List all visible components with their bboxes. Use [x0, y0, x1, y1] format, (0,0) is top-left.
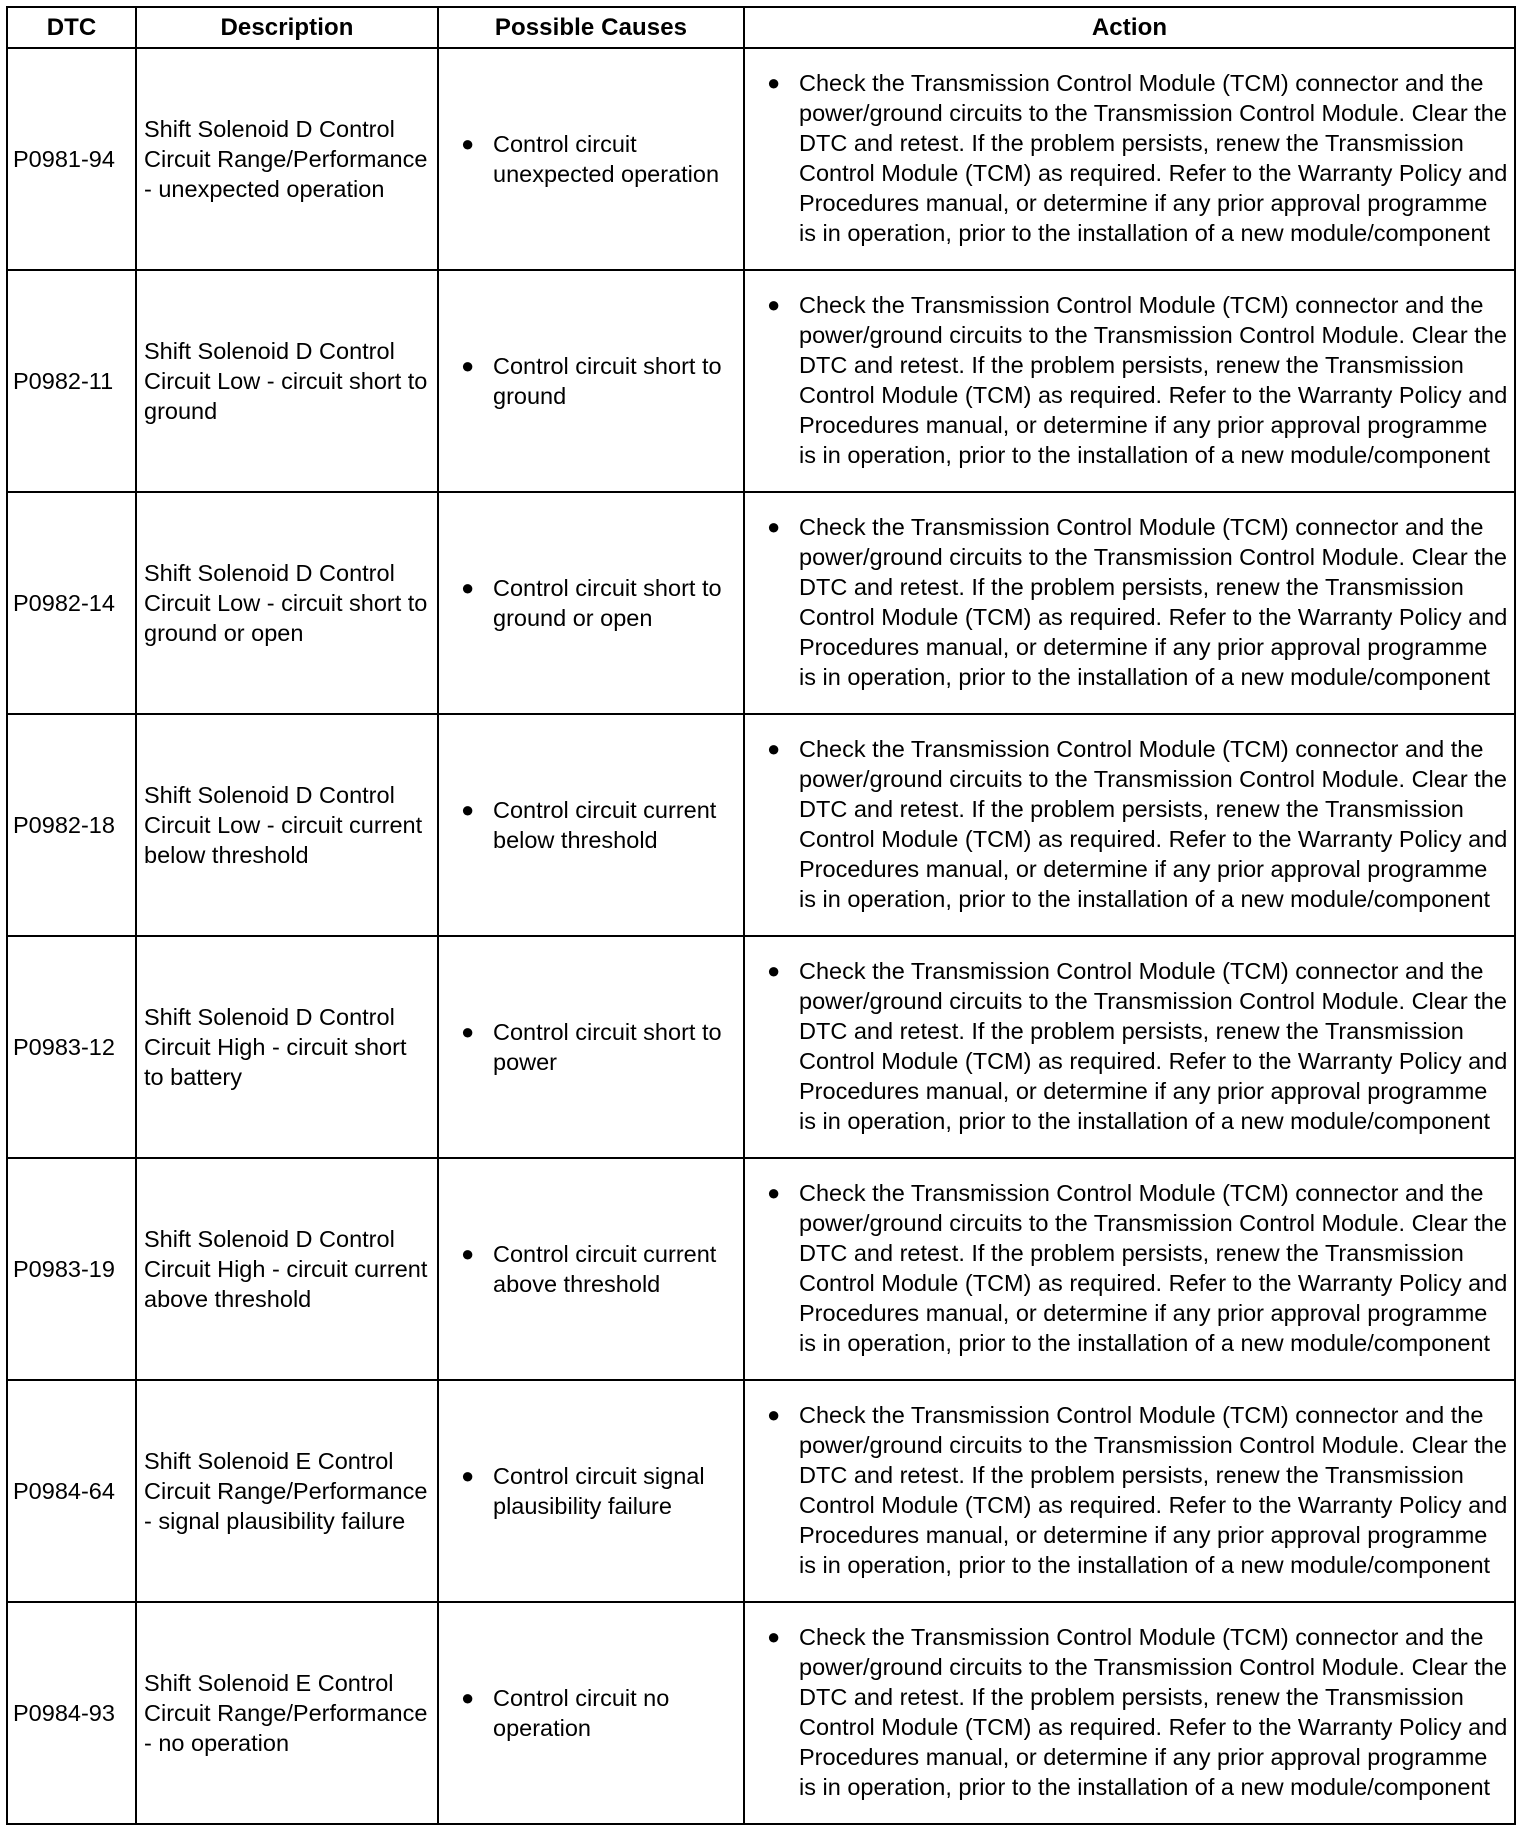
bullet-icon: ●	[767, 514, 781, 539]
table-row	[7, 1158, 1515, 1380]
bullet-item	[461, 129, 737, 189]
action-cell	[744, 1380, 1515, 1602]
description-cell: Shift Solenoid E Control Circuit Range/Performance - signal plausibility failure	[136, 1380, 438, 1602]
dtc-code-cell: P0983-19	[7, 1158, 136, 1380]
dtc-code-cell: P0984-64	[7, 1380, 136, 1602]
bullet-item	[767, 68, 1508, 248]
bullet-icon: ●	[461, 1685, 475, 1710]
header-row	[7, 7, 1515, 48]
possible-cause-cell-text: Control circuit current above threshold	[493, 1241, 717, 1297]
header-possible-causes: Possible Causes	[438, 7, 744, 48]
description-cell: Shift Solenoid D Control Circuit Low - circuit short to ground or open	[136, 492, 438, 714]
possible-cause-cell-text: Control circuit short to power	[493, 1019, 722, 1075]
header-description: Description	[136, 7, 438, 48]
possible-cause-cell	[438, 492, 744, 714]
bullet-item	[767, 956, 1508, 1136]
bullet-icon: ●	[461, 575, 475, 600]
bullet-icon: ●	[767, 70, 781, 95]
table-row	[7, 714, 1515, 936]
action-cell-text: Check the Transmission Control Module (TCM) connector and the power/ground circuits to the Transmission Control Module. Clear the DTC and retest. If the problem persists, renew the Transmission Control Module (TCM) as required. Refer to the Warranty Policy and Procedures manual, or determine if any prior approval programme is in operation, prior to the installation of a new module/component	[799, 1180, 1508, 1356]
action-cell	[744, 1602, 1515, 1824]
possible-cause-cell-text: Control circuit signal plausibility failure	[493, 1463, 705, 1519]
bullet-item	[767, 1622, 1508, 1802]
description-cell: Shift Solenoid D Control Circuit Range/Performance - unexpected operation	[136, 48, 438, 270]
action-cell	[744, 714, 1515, 936]
table-row	[7, 1380, 1515, 1602]
bullet-icon: ●	[767, 736, 781, 761]
bullet-item	[767, 1400, 1508, 1580]
bullet-item	[767, 734, 1508, 914]
description-cell: Shift Solenoid D Control Circuit Low - circuit short to ground	[136, 270, 438, 492]
possible-cause-cell-text: Control circuit short to ground or open	[493, 575, 722, 631]
bullet-item	[461, 1239, 737, 1299]
bullet-item	[767, 1178, 1508, 1358]
description-cell: Shift Solenoid D Control Circuit High - circuit short to battery	[136, 936, 438, 1158]
possible-cause-cell	[438, 270, 744, 492]
bullet-icon: ●	[767, 1624, 781, 1649]
bullet-icon: ●	[767, 1180, 781, 1205]
table-row	[7, 48, 1515, 270]
action-cell-text: Check the Transmission Control Module (TCM) connector and the power/ground circuits to the Transmission Control Module. Clear the DTC and retest. If the problem persists, renew the Transmission Control Module (TCM) as required. Refer to the Warranty Policy and Procedures manual, or determine if any prior approval programme is in operation, prior to the installation of a new module/component	[799, 514, 1508, 690]
bullet-icon: ●	[461, 353, 475, 378]
table-row	[7, 492, 1515, 714]
dtc-code-cell: P0981-94	[7, 48, 136, 270]
bullet-item	[461, 1461, 737, 1521]
table-row	[7, 1602, 1515, 1824]
dtc-code-cell: P0982-18	[7, 714, 136, 936]
bullet-icon: ●	[461, 131, 475, 156]
possible-cause-cell	[438, 1380, 744, 1602]
dtc-table	[6, 6, 1516, 1825]
description-cell: Shift Solenoid D Control Circuit Low - circuit current below threshold	[136, 714, 438, 936]
action-cell-text: Check the Transmission Control Module (TCM) connector and the power/ground circuits to the Transmission Control Module. Clear the DTC and retest. If the problem persists, renew the Transmission Control Module (TCM) as required. Refer to the Warranty Policy and Procedures manual, or determine if any prior approval programme is in operation, prior to the installation of a new module/component	[799, 1624, 1508, 1800]
dtc-code-cell: P0982-14	[7, 492, 136, 714]
possible-cause-cell	[438, 936, 744, 1158]
bullet-item	[461, 573, 737, 633]
action-cell	[744, 48, 1515, 270]
dtc-code-cell: P0984-93	[7, 1602, 136, 1824]
action-cell-text: Check the Transmission Control Module (TCM) connector and the power/ground circuits to the Transmission Control Module. Clear the DTC and retest. If the problem persists, renew the Transmission Control Module (TCM) as required. Refer to the Warranty Policy and Procedures manual, or determine if any prior approval programme is in operation, prior to the installation of a new module/component	[799, 736, 1508, 912]
possible-cause-cell	[438, 48, 744, 270]
bullet-item	[461, 1683, 737, 1743]
description-cell: Shift Solenoid E Control Circuit Range/Performance - no operation	[136, 1602, 438, 1824]
bullet-item	[461, 1017, 737, 1077]
action-cell	[744, 492, 1515, 714]
possible-cause-cell	[438, 714, 744, 936]
bullet-item	[461, 351, 737, 411]
bullet-icon: ●	[767, 1402, 781, 1427]
possible-cause-cell-text: Control circuit unexpected operation	[493, 131, 720, 187]
table-row	[7, 270, 1515, 492]
possible-cause-cell	[438, 1602, 744, 1824]
bullet-icon: ●	[767, 958, 781, 983]
action-cell-text: Check the Transmission Control Module (TCM) connector and the power/ground circuits to the Transmission Control Module. Clear the DTC and retest. If the problem persists, renew the Transmission Control Module (TCM) as required. Refer to the Warranty Policy and Procedures manual, or determine if any prior approval programme is in operation, prior to the installation of a new module/component	[799, 292, 1508, 468]
table-body	[7, 48, 1515, 1824]
header-dtc: DTC	[7, 7, 136, 48]
action-cell-text: Check the Transmission Control Module (TCM) connector and the power/ground circuits to the Transmission Control Module. Clear the DTC and retest. If the problem persists, renew the Transmission Control Module (TCM) as required. Refer to the Warranty Policy and Procedures manual, or determine if any prior approval programme is in operation, prior to the installation of a new module/component	[799, 70, 1508, 246]
header-action: Action	[744, 7, 1515, 48]
possible-cause-cell-text: Control circuit current below threshold	[493, 797, 717, 853]
action-cell-text: Check the Transmission Control Module (TCM) connector and the power/ground circuits to the Transmission Control Module. Clear the DTC and retest. If the problem persists, renew the Transmission Control Module (TCM) as required. Refer to the Warranty Policy and Procedures manual, or determine if any prior approval programme is in operation, prior to the installation of a new module/component	[799, 1402, 1508, 1578]
bullet-item	[767, 290, 1508, 470]
dtc-document	[6, 6, 1516, 1825]
action-cell	[744, 1158, 1515, 1380]
bullet-item	[461, 795, 737, 855]
dtc-code-cell: P0982-11	[7, 270, 136, 492]
bullet-icon: ●	[461, 1463, 475, 1488]
action-cell	[744, 936, 1515, 1158]
bullet-icon: ●	[461, 1241, 475, 1266]
dtc-code-cell: P0983-12	[7, 936, 136, 1158]
action-cell-text: Check the Transmission Control Module (TCM) connector and the power/ground circuits to the Transmission Control Module. Clear the DTC and retest. If the problem persists, renew the Transmission Control Module (TCM) as required. Refer to the Warranty Policy and Procedures manual, or determine if any prior approval programme is in operation, prior to the installation of a new module/component	[799, 958, 1508, 1134]
table-row	[7, 936, 1515, 1158]
possible-cause-cell	[438, 1158, 744, 1380]
possible-cause-cell-text: Control circuit no operation	[493, 1685, 670, 1741]
bullet-icon: ●	[461, 1019, 475, 1044]
bullet-item	[767, 512, 1508, 692]
bullet-icon: ●	[767, 292, 781, 317]
action-cell	[744, 270, 1515, 492]
description-cell: Shift Solenoid D Control Circuit High - circuit current above threshold	[136, 1158, 438, 1380]
possible-cause-cell-text: Control circuit short to ground	[493, 353, 722, 409]
bullet-icon: ●	[461, 797, 475, 822]
